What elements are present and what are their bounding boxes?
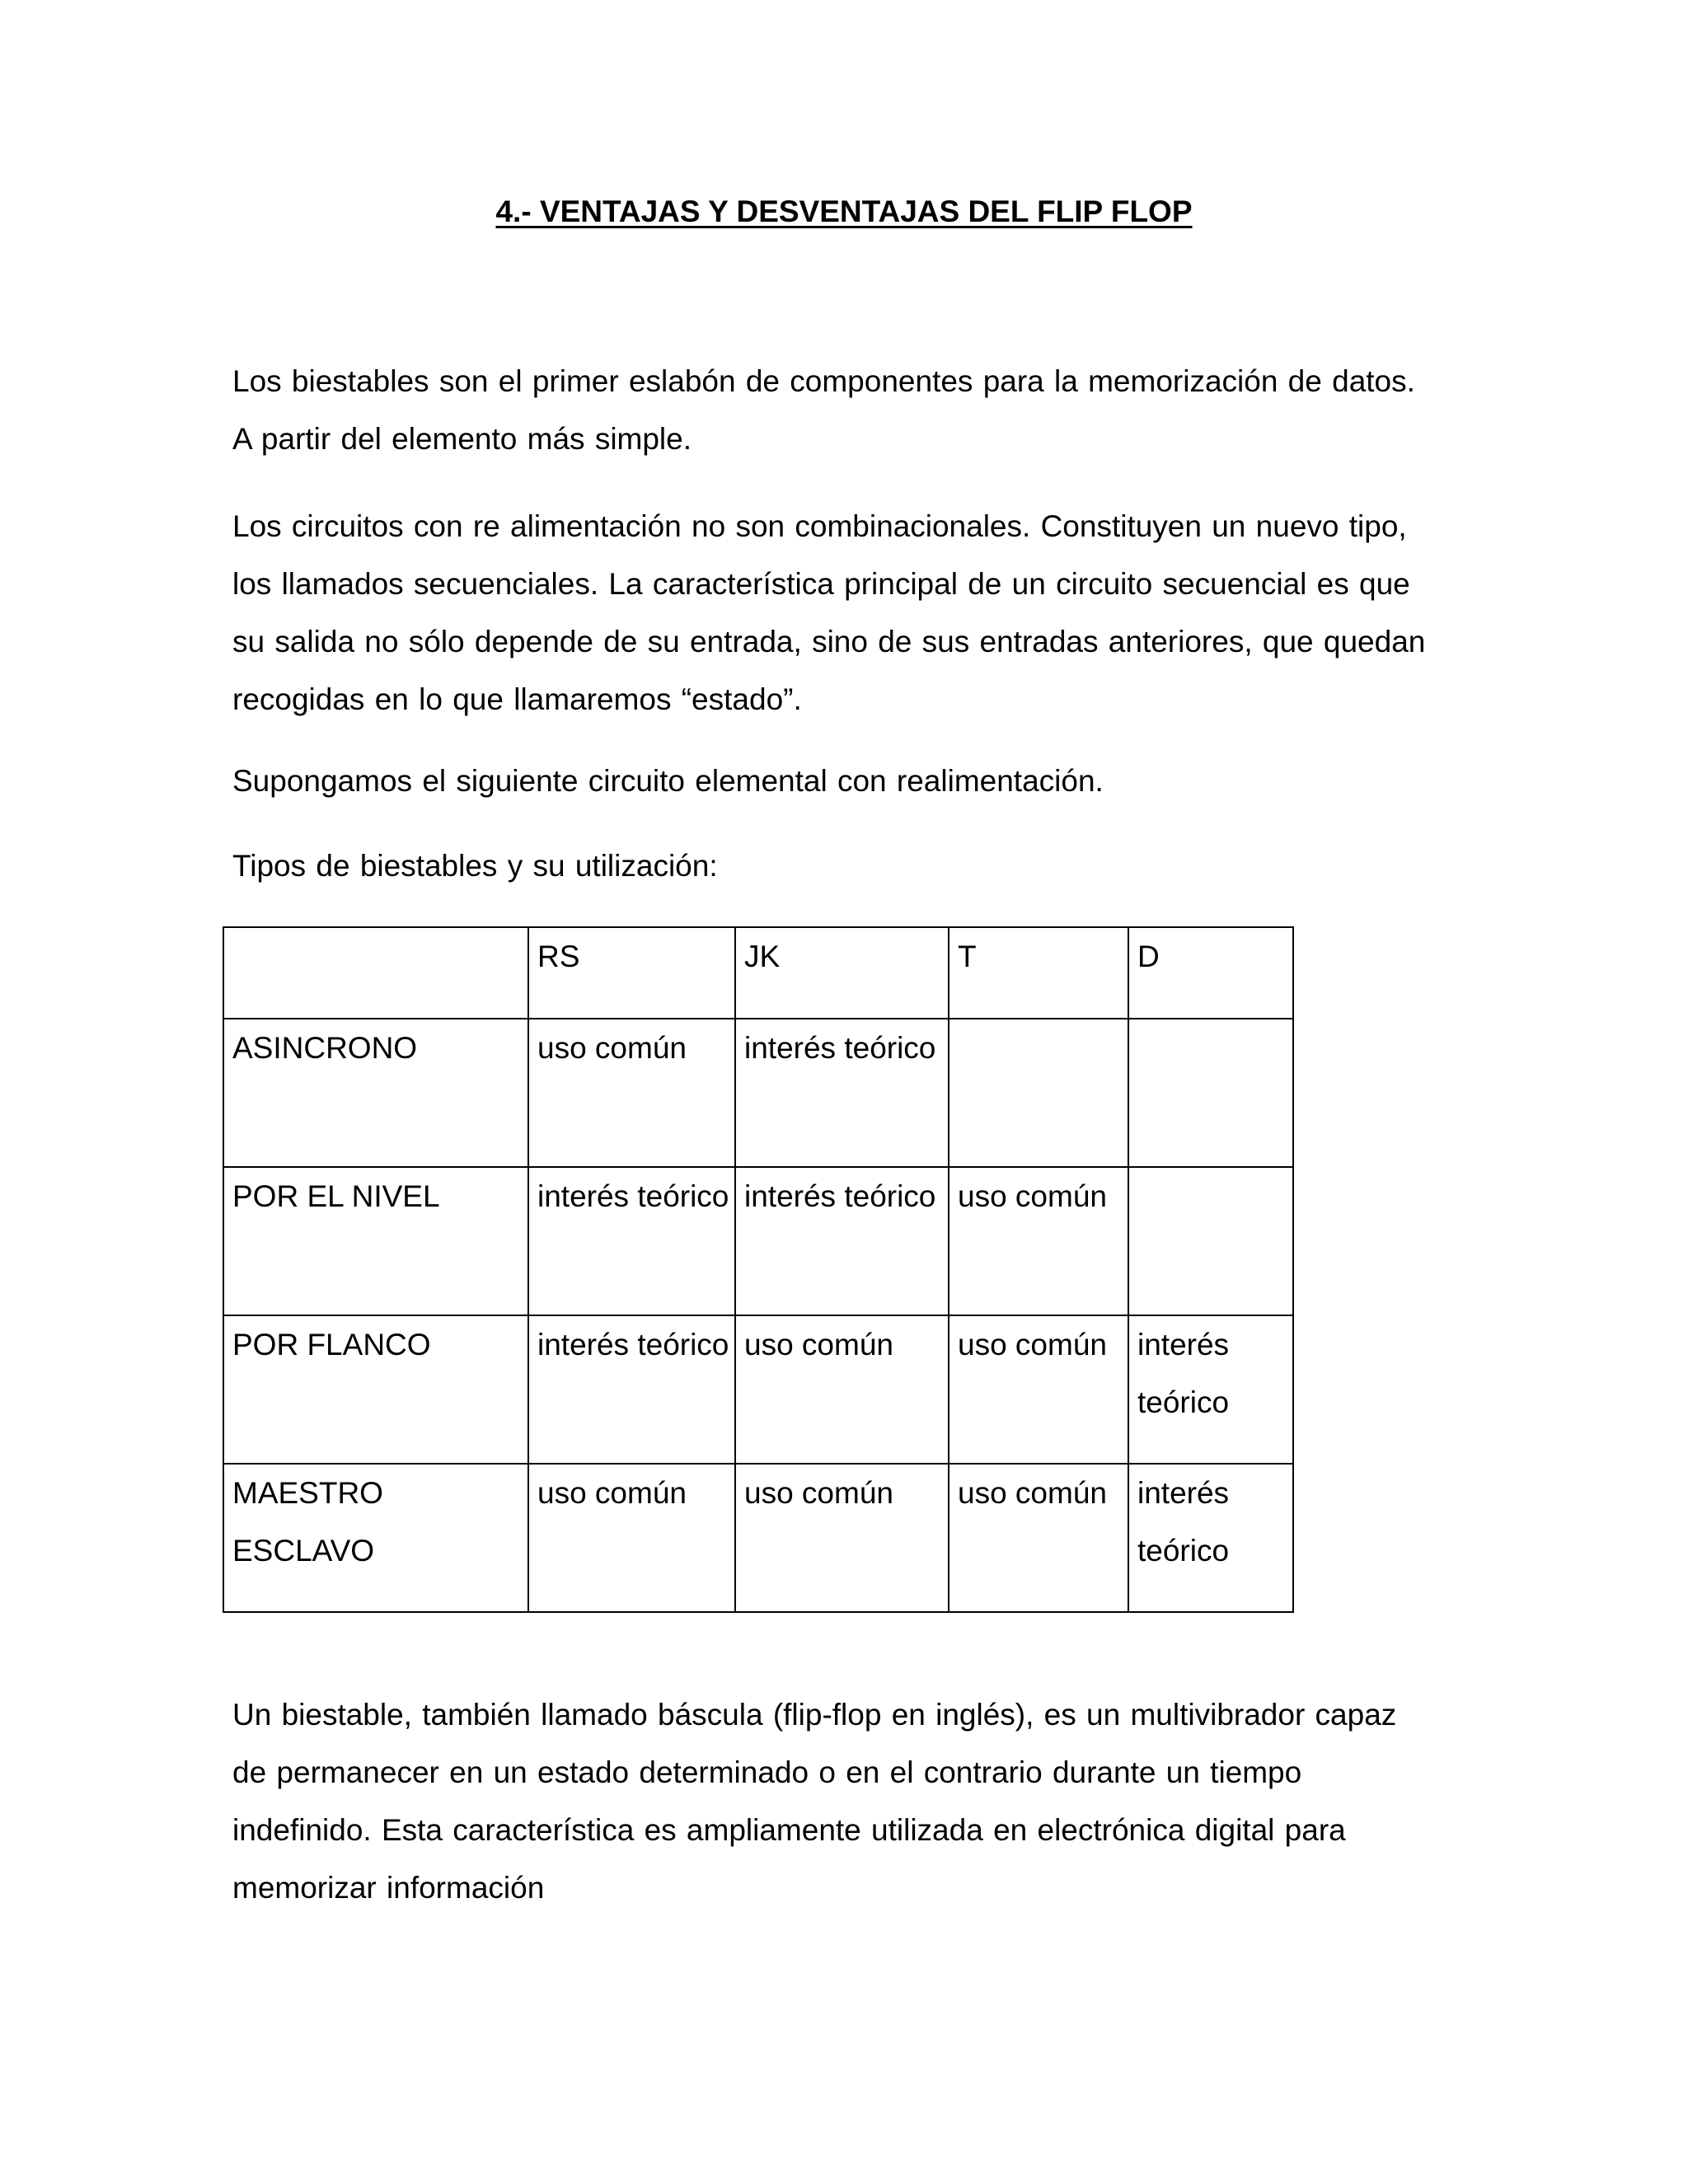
table-cell: interés teórico [528, 1167, 735, 1315]
paragraph-sequential-circuits: Los circuitos con re alimentación no son combinacionales. Constituyen un nuevo tipo, los llamados secuenciales. La característica principal de un circuito secuencial es que su salida no sólo depende de su entrada, sino de sus entradas anteriores, que quedan recogidas en lo que llamaremos “estado”. [232, 509, 1426, 716]
table-header-cell: T [949, 927, 1128, 1019]
table-row [223, 1167, 1293, 1315]
table-header-cell: JK [735, 927, 949, 1019]
table-header-cell [223, 927, 528, 1019]
table-cell: uso común [949, 1315, 1128, 1464]
table-header-row [223, 927, 1293, 1019]
table-header-cell: RS [528, 927, 735, 1019]
table-cell: interés teórico [1128, 1464, 1293, 1612]
table-cell: uso común [735, 1464, 949, 1612]
table-cell: uso común [949, 1167, 1128, 1315]
paragraph-flip-flop-definition: Un biestable, también llamado báscula (flip-flop en inglés), es un multivibrador capaz de permanecer en un estado determinado o en el contrario durante un tiempo indefinido. Esta característica es ampliamente utilizada en electrónica digital para memorizar información [232, 1698, 1397, 1905]
table-row-label: POR FLANCO [223, 1315, 528, 1464]
table-row [223, 1315, 1293, 1464]
table-cell: uso común [528, 1464, 735, 1612]
table-cell [1128, 1019, 1293, 1167]
page-title: 4.- VENTAJAS Y DESVENTAJAS DEL FLIP FLOP [495, 194, 1193, 228]
flip-flop-types-table [223, 926, 1294, 1613]
table-header-cell: D [1128, 927, 1293, 1019]
paragraph-intro: Los biestables son el primer eslabón de componentes para la memorización de datos. A partir del elemento más simple. [232, 364, 1415, 456]
paragraph-feedback-circuit: Supongamos el siguiente circuito elemental con realimentación. [232, 764, 1104, 798]
table-cell: uso común [949, 1464, 1128, 1612]
table-row [223, 1019, 1293, 1167]
table-cell: uso común [735, 1315, 949, 1464]
table-cell: interés teórico [735, 1167, 949, 1315]
table-cell: interés teórico [1128, 1315, 1293, 1464]
table-cell: uso común [528, 1019, 735, 1167]
table-cell [949, 1019, 1128, 1167]
table-row-label: ASINCRONO [223, 1019, 528, 1167]
table-row [223, 1464, 1293, 1612]
table-cell [1128, 1167, 1293, 1315]
table-cell: interés teórico [528, 1315, 735, 1464]
table-row-label: POR EL NIVEL [223, 1167, 528, 1315]
paragraph-table-caption: Tipos de biestables y su utilización: [232, 849, 718, 883]
table-cell: interés teórico [735, 1019, 949, 1167]
table-row-label: MAESTRO ESCLAVO [223, 1464, 528, 1612]
